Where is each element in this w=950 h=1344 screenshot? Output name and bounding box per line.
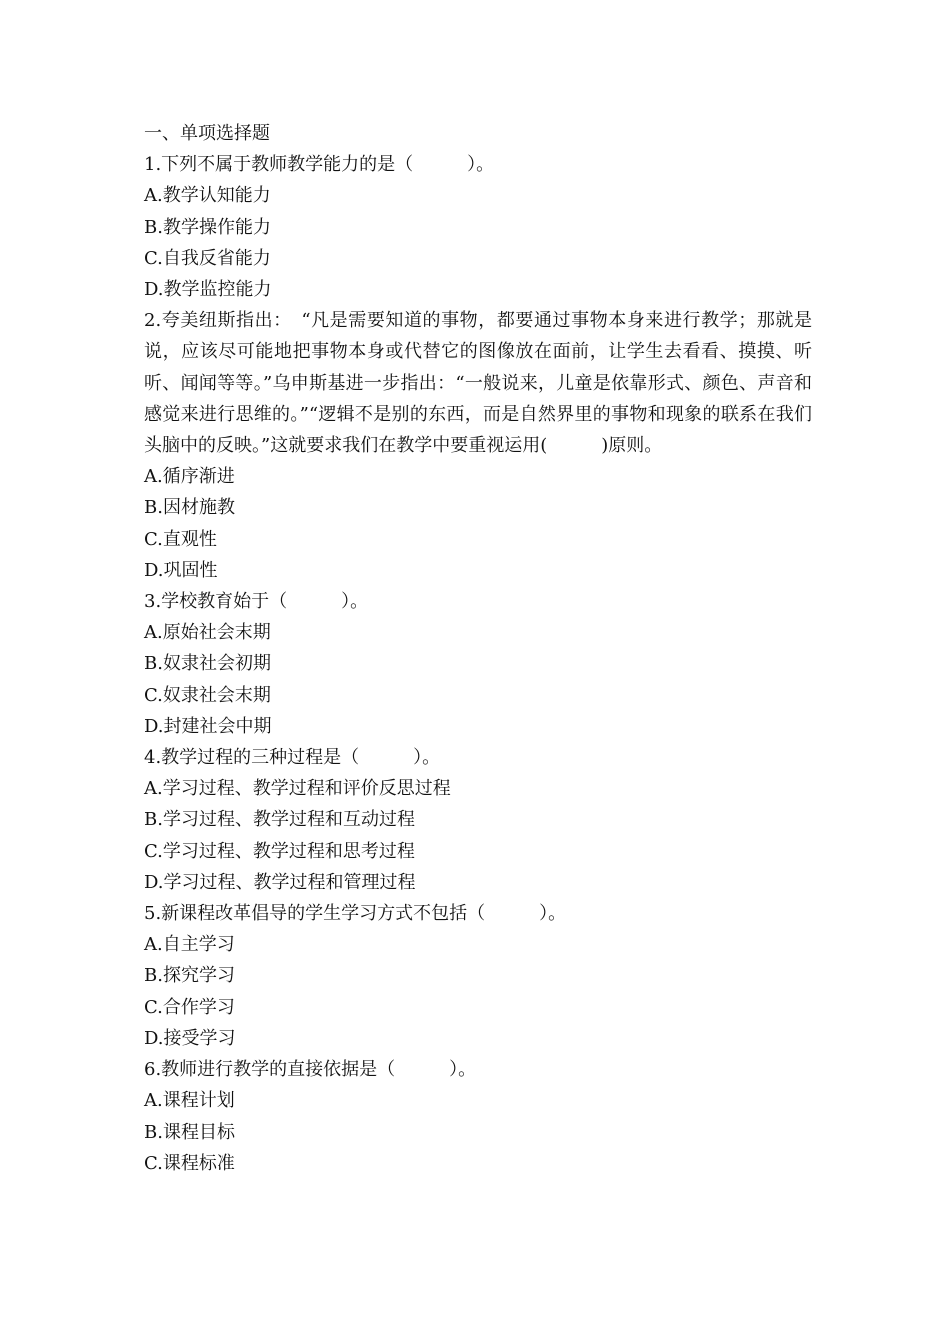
option-d: D.学习过程、教学过程和管理过程: [144, 871, 416, 893]
option-d: D.教学监控能力: [144, 279, 272, 301]
option-a: A.原始社会末期: [144, 622, 271, 644]
question-stem: 5.新课程改革倡导的学生学习方式不包括（ ）。: [144, 903, 567, 925]
option-c: C.学习过程、教学过程和思考过程: [144, 840, 415, 862]
option-a: A.教学认知能力: [144, 185, 271, 207]
question-stem: 3.学校教育始于（ ）。: [144, 591, 369, 613]
question-5: [144, 898, 812, 1054]
option-c: C.直观性: [144, 528, 217, 550]
option-d: D.封建社会中期: [144, 715, 272, 737]
option-b: B.探究学习: [144, 965, 235, 987]
question-4: [144, 742, 812, 898]
section-title: 一、单项选择题: [144, 123, 270, 144]
option-b: B.教学操作能力: [144, 216, 271, 238]
option-a: A.学习过程、教学过程和评价反思过程: [144, 778, 451, 800]
option-a: A.课程计划: [144, 1090, 235, 1112]
question-stem: 6.教师进行教学的直接依据是（ ）。: [144, 1059, 477, 1081]
question-stem: 4.教学过程的三种过程是（ ）。: [144, 747, 441, 769]
question-stem: 2.夸美纽斯指出： “凡是需要知道的事物，都要通过事物本身来进行教学；那就是说，应该尽可能地把事物本身或代替它的图像放在面前，让学生去看看、摸摸、听听、闻闻等等。”乌申斯基进一步指出：“一般说来，儿童是依靠形式、颜色、声音和感觉来进行思维的。”“逻辑不是别的东西，而是自然界里的事物和现象的联系在我们头脑中的反映。”这就要求我们在教学中要重视运用( )原则。: [144, 310, 812, 457]
document-content: [144, 118, 812, 1179]
option-c: C.自我反省能力: [144, 247, 271, 269]
question-2: [144, 305, 812, 586]
option-d: D.接受学习: [144, 1027, 236, 1049]
option-a: A.循序渐进: [144, 466, 235, 488]
option-a: A.自主学习: [144, 934, 235, 956]
question-1: [144, 149, 812, 305]
option-c: C.课程标准: [144, 1152, 235, 1174]
question-6: [144, 1054, 812, 1179]
option-c: C.合作学习: [144, 996, 235, 1018]
option-d: D.巩固性: [144, 559, 218, 581]
option-c: C.奴隶社会末期: [144, 684, 271, 706]
question-3: [144, 586, 812, 742]
question-stem: 1.下列不属于教师教学能力的是（ ）。: [144, 154, 495, 176]
option-b: B.因材施教: [144, 497, 235, 519]
option-b: B.学习过程、教学过程和互动过程: [144, 809, 415, 831]
option-b: B.奴隶社会初期: [144, 653, 271, 675]
option-b: B.课程目标: [144, 1121, 235, 1143]
